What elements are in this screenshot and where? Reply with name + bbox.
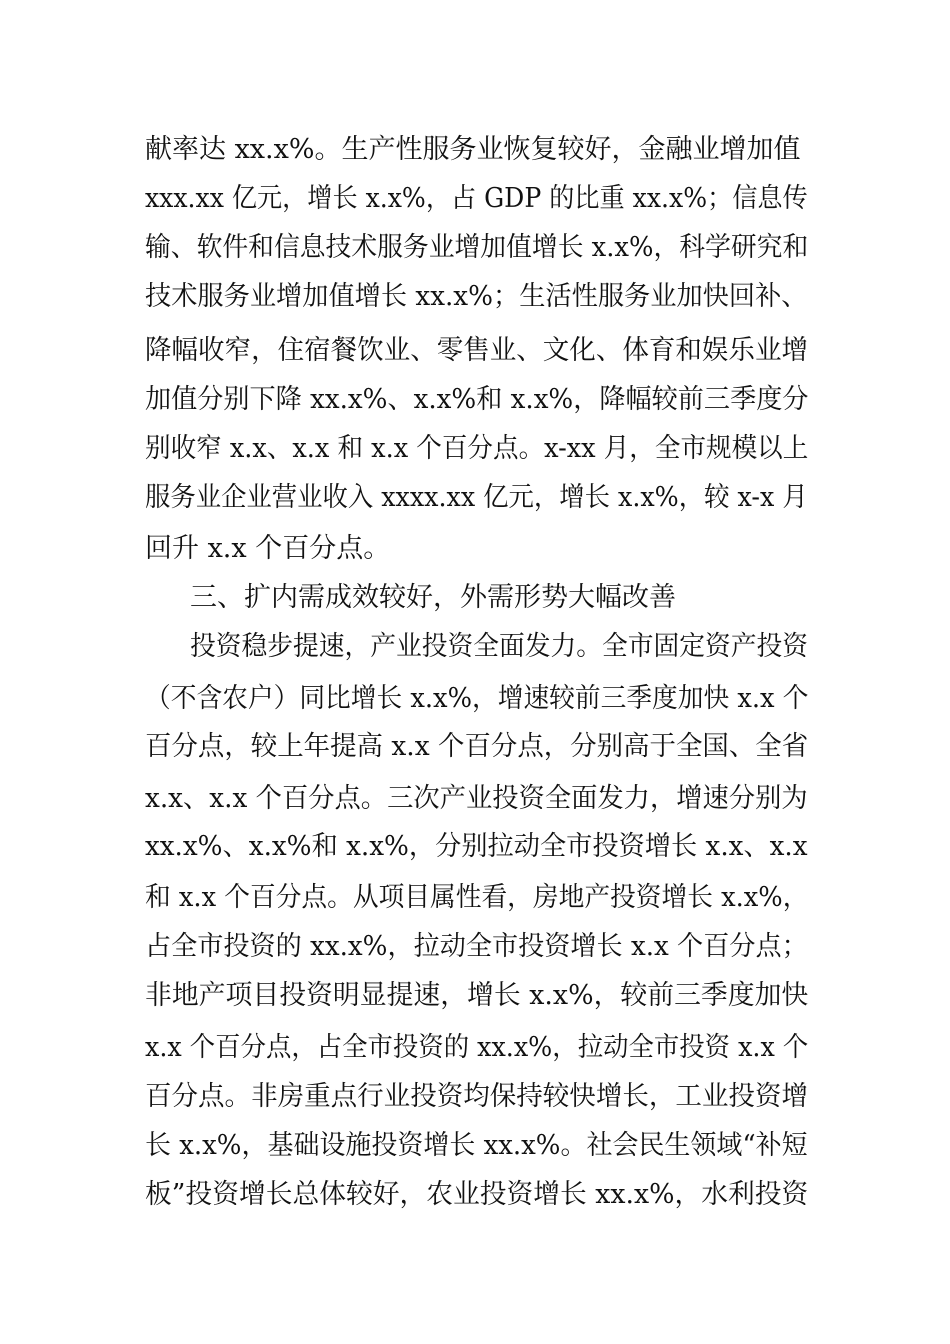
text-line-15: xx.x%、x.x%和 x.x%，分别拉动全市投资增长 x.x、x.x [145, 831, 808, 862]
text-line-5: 降幅收窄，住宿餐饮业、零售业、文化、体育和娱乐业增 [145, 335, 808, 366]
text-line-22: 板”投资增长总体较好，农业投资增长 xx.x%，水利投资 [145, 1179, 809, 1210]
text-line-12: （不含农户）同比增长 x.x%，增速较前三季度加快 x.x 个 [145, 683, 809, 714]
text-line-9: 回升 x.x 个百分点。 [145, 533, 391, 564]
text-line-7: 别收窄 x.x、x.x 和 x.x 个百分点。x-xx 月，全市规模以上 [145, 433, 809, 464]
text-line-16: 和 x.x 个百分点。从项目属性看，房地产投资增长 x.x%， [145, 882, 809, 913]
paragraph-lead: 投资稳步提速，产业投资全面发力。全市固定资产投资 [190, 631, 808, 662]
text-line-21: 长 x.x%，基础设施投资增长 xx.x%。社会民生领域“补短 [145, 1130, 808, 1161]
text-line-18: 非地产项目投资明显提速，增长 x.x%，较前三季度加快 [145, 980, 809, 1011]
text-line-1: 献率达 xx.x%。生产性服务业恢复较好，金融业增加值 [145, 134, 801, 165]
text-line-6: 加值分别下降 xx.x%、x.x%和 x.x%，降幅较前三季度分 [145, 384, 809, 415]
text-line-17: 占全市投资的 xx.x%，拉动全市投资增长 x.x 个百分点； [145, 931, 808, 962]
text-line-2: xxx.xx 亿元，增长 x.x%，占 GDP 的比重 xx.x%；信息传 [145, 183, 808, 214]
text-line-20: 百分点。非房重点行业投资均保持较快增长，工业投资增 [145, 1081, 808, 1112]
text-line-8: 服务业企业营业收入 xxxx.xx 亿元，增长 x.x%，较 x-x 月 [145, 482, 808, 513]
text-line-4: 技术服务业增加值增长 xx.x%；生活性服务业加快回补、 [145, 281, 808, 312]
text-line-14: x.x、x.x 个百分点。三次产业投资全面发力，增速分别为 [145, 783, 808, 814]
text-line-19: x.x 个百分点，占全市投资的 xx.x%，拉动全市投资 x.x 个 [145, 1032, 809, 1063]
section-heading: 三、扩内需成效较好，外需形势大幅改善 [190, 582, 676, 613]
text-line-13: 百分点，较上年提高 x.x 个百分点，分别高于全国、全省 [145, 731, 809, 762]
text-line-3: 输、软件和信息技术服务业增加值增长 x.x%，科学研究和 [145, 232, 809, 263]
